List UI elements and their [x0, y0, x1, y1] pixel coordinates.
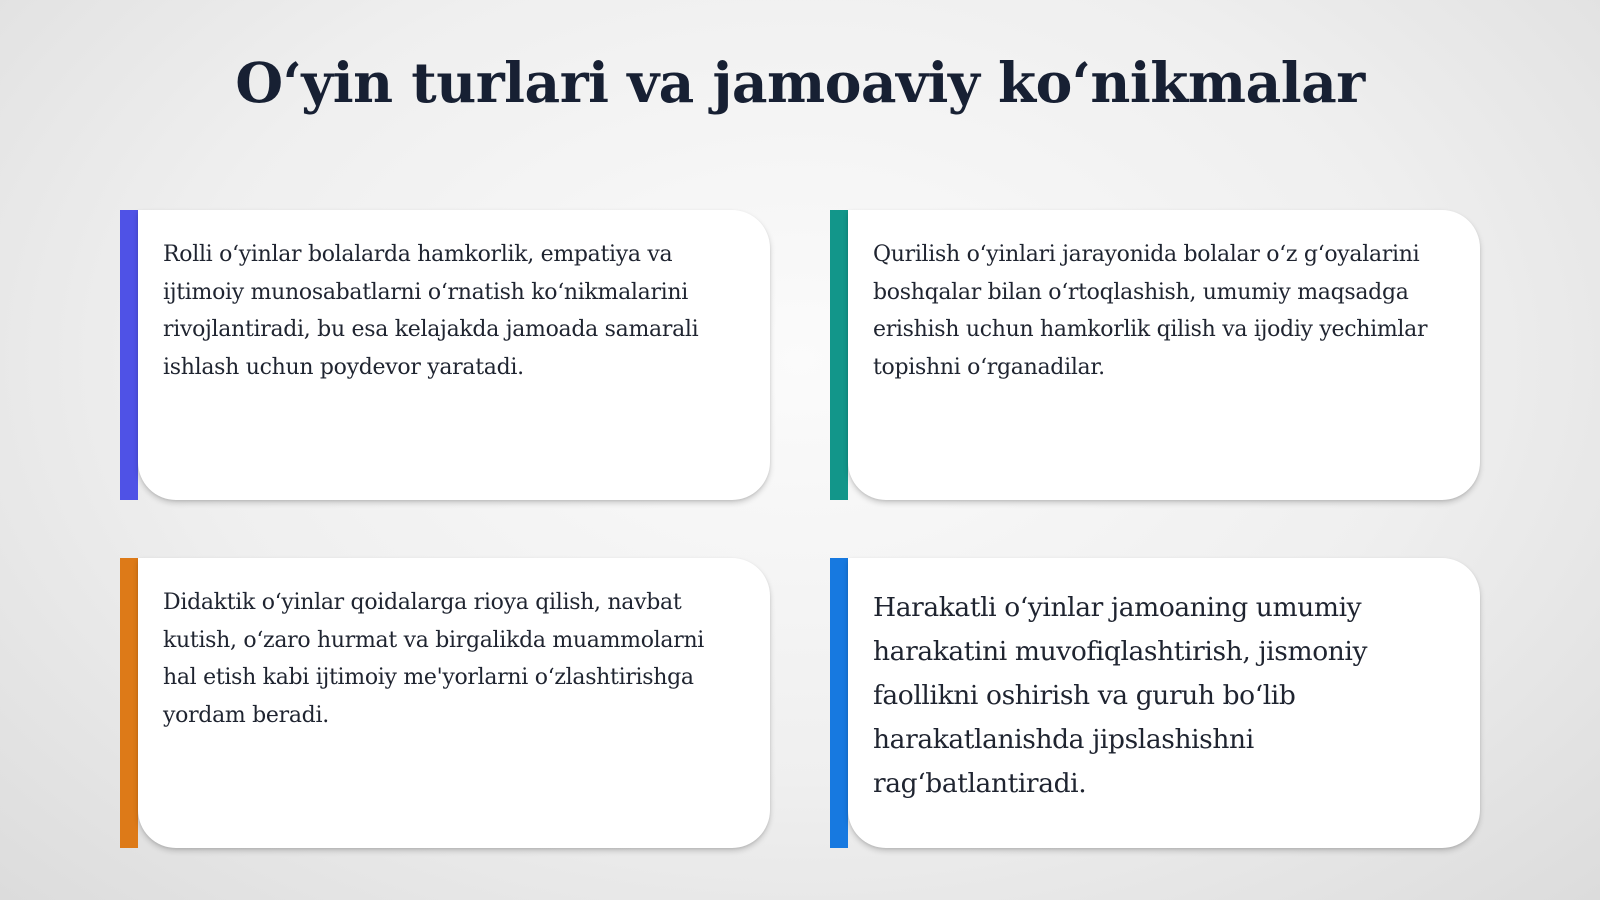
card-text: Rolli o‘yinlar bolalarda hamkorlik, empatiya va ijtimoiy munosabatlarni o‘rnatish ko‘nikmalarini rivojlantiradi, bu esa kelajakda jamoada samarali ishlash uchun poydevor yaratadi. — [163, 242, 699, 380]
card-construction-games — [830, 210, 1480, 500]
slide-title: O‘yin turlari va jamoaviy ko‘nikmalar — [235, 50, 1365, 115]
card-text: Harakatli o‘yinlar jamoaning umumiy harakatini muvofiqlashtirish, jismoniy faollikni oshirish va guruh bo‘lib harakatlanishda jipslashishni rag‘batlantiradi. — [873, 592, 1368, 799]
card-role-play-games — [120, 210, 770, 500]
card-movement-games — [830, 558, 1480, 848]
card-text: Qurilish o‘yinlari jarayonida bolalar o‘z g‘oyalarini boshqalar bilan o‘rtoqlashish, umumiy maqsadga erishish uchun hamkorlik qilish va ijodiy yechimlar topishni o‘rganadilar. — [873, 242, 1428, 380]
card-didactic-games — [120, 558, 770, 848]
card-accent-bar — [830, 558, 848, 848]
card-accent-bar — [830, 210, 848, 500]
card-accent-bar — [120, 558, 138, 848]
card-accent-bar — [120, 210, 138, 500]
card-text: Didaktik o‘yinlar qoidalarga rioya qilish, navbat kutish, o‘zaro hurmat va birgalikda muammolarni hal etish kabi ijtimoiy me'yorlarni o‘zlashtirishga yordam beradi. — [163, 590, 705, 728]
